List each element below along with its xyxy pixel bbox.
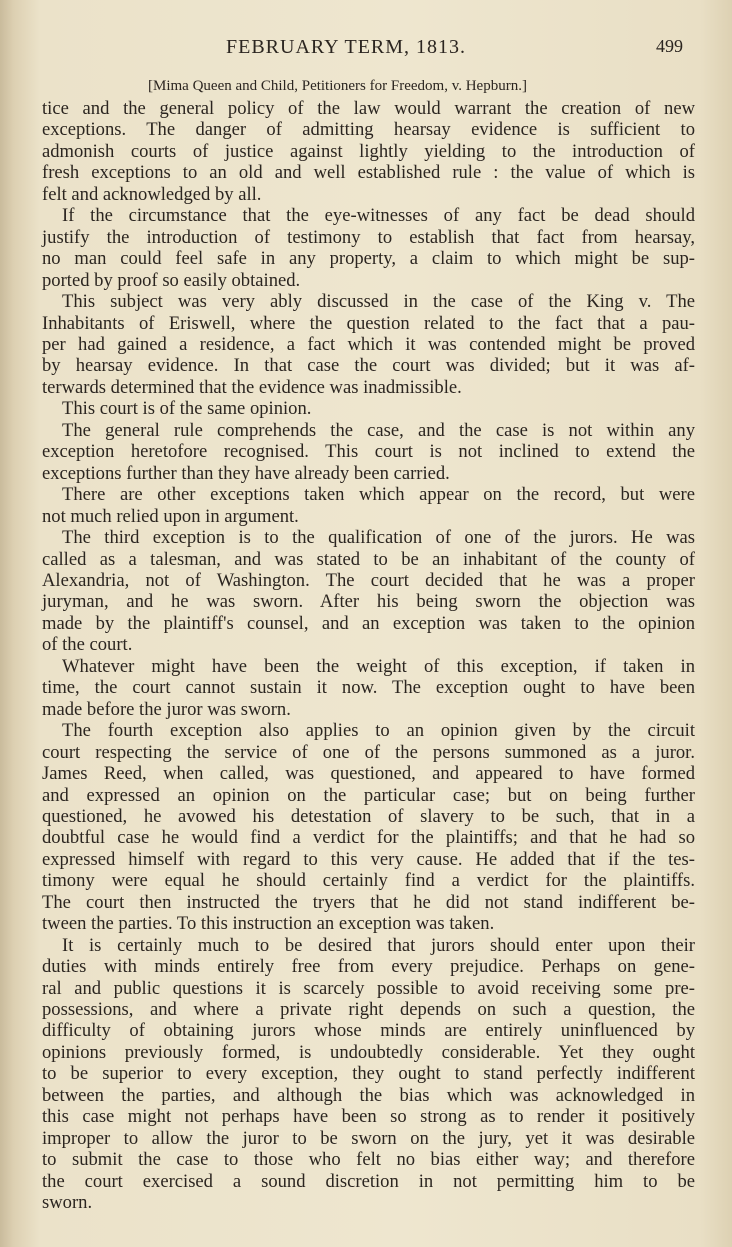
text-line: ported by proof so easily obtained. (42, 269, 301, 291)
text-line: the court exercised a sound discretion in not permitting him to be (42, 1170, 695, 1192)
paragraph (42, 527, 695, 656)
text-line: admonish courts of justice against lightly yielding to the introduction of (42, 140, 695, 162)
text-line: opinions previously formed, is undoubtedly considerable. Yet they ought (42, 1041, 695, 1063)
text-line: difficulty of obtaining jurors whose minds are entirely uninfluenced by (42, 1020, 695, 1042)
text-line: exceptions further than they have already been carried. (42, 462, 450, 484)
text-line: ral and public questions it is scarcely possible to avoid receiving some pre- (42, 977, 695, 999)
text-line: The general rule comprehends the case, and the case is not within any (62, 419, 695, 441)
text-line: court respecting the service of one of the persons summoned as a juror. (42, 741, 695, 763)
text-line: made before the juror was sworn. (42, 698, 291, 720)
text-line: Alexandria, not of Washington. The court decided that he was a proper (42, 569, 695, 591)
body-text (42, 98, 695, 1214)
text-line: It is certainly much to be desired that jurors should enter upon their (62, 934, 695, 956)
text-line: The third exception is to the qualification of one of the jurors. He was (62, 527, 695, 549)
text-line: sworn. (42, 1192, 93, 1214)
paragraph (42, 720, 695, 935)
text-line: expressed himself with regard to this very cause. He added that if the tes- (42, 848, 695, 870)
text-line: terwards determined that the evidence was inadmissible. (42, 376, 462, 398)
text-line: to submit the case to those who felt no bias either way; and therefore (42, 1149, 695, 1171)
paragraph (42, 291, 695, 398)
text-line: questioned, he avowed his detestation of slavery to be such, that in a (42, 805, 695, 827)
paragraph (42, 398, 695, 419)
text-line: James Reed, when called, was questioned, and appeared to have formed (42, 763, 695, 785)
text-line: time, the court cannot sustain it now. The exception ought to have been (42, 677, 695, 699)
text-line: made by the plaintiff's counsel, and an exception was taken to the opinion (42, 612, 695, 634)
text-line: tween the parties. To this instruction an exception was taken. (42, 913, 495, 935)
text-line: not much relied upon in argument. (42, 505, 299, 527)
paragraph (42, 98, 695, 205)
running-title: FEBRUARY TERM, 1813. (226, 36, 467, 58)
case-caption: [Mima Queen and Child, Petitioners for Freedom, v. Hepburn.] (148, 78, 527, 94)
text-line: to be superior to every exception, they ought to stand perfectly indifferent (42, 1063, 695, 1085)
text-line: this case might not perhaps have been so strong as to render it positively (42, 1106, 695, 1128)
text-line: between the parties, and although the bias which was acknowledged in (42, 1084, 695, 1106)
text-line: fresh exceptions to an old and well established rule : the value of which is (42, 162, 695, 184)
text-line: The fourth exception also applies to an opinion given by the circuit (62, 720, 695, 742)
text-line: no man could feel safe in any property, a claim to which might be sup- (42, 248, 695, 270)
text-line: felt and acknowledged by all. (42, 183, 262, 205)
page-number: 499 (656, 36, 683, 56)
text-line: duties with minds entirely free from every prejudice. Perhaps on gene- (42, 956, 695, 978)
text-line: possessions, and where a private right depends on such a question, the (42, 999, 695, 1021)
text-line: justify the introduction of testimony to establish that fact from hearsay, (42, 226, 695, 248)
text-line: Whatever might have been the weight of this exception, if taken in (62, 655, 695, 677)
paragraph (42, 484, 695, 527)
text-line: There are other exceptions taken which appear on the record, but were (62, 484, 695, 506)
text-line: tice and the general policy of the law would warrant the creation of new (42, 98, 695, 119)
text-line: and expressed an opinion on the particular case; but on being further (42, 784, 695, 806)
text-line: The court then instructed the tryers that he did not stand indifferent be- (42, 891, 695, 913)
text-line: This subject was very ably discussed in the case of the King v. The (62, 291, 695, 313)
paragraph (42, 656, 695, 720)
text-line: by hearsay evidence. In that case the court was divided; but it was af- (42, 355, 695, 377)
paragraph (42, 205, 695, 291)
paragraph (42, 420, 695, 484)
paragraph (42, 935, 695, 1214)
text-line: exception heretofore recognised. This court is not inclined to extend the (42, 441, 695, 463)
text-line: timony were equal he should certainly find a verdict for the plaintiffs. (42, 870, 695, 892)
text-line: called as a talesman, and was stated to be an inhabitant of the county of (42, 548, 695, 570)
text-line: doubtful case he would find a verdict for the plaintiffs; and that he had so (42, 827, 695, 849)
text-line: exceptions. The danger of admitting hearsay evidence is sufficient to (42, 119, 695, 141)
text-line: of the court. (42, 634, 133, 656)
text-line: Inhabitants of Eriswell, where the question related to the fact that a pau- (42, 312, 695, 334)
text-line: If the circumstance that the eye-witnesses of any fact be dead should (62, 205, 695, 227)
text-line: improper to allow the juror to be sworn on the jury, yet it was desirable (42, 1127, 695, 1149)
text-line: per had gained a residence, a fact which it was contended might be proved (42, 333, 695, 355)
text-line: juryman, and he was sworn. After his being sworn the objection was (42, 591, 695, 613)
text-line: This court is of the same opinion. (62, 398, 312, 420)
